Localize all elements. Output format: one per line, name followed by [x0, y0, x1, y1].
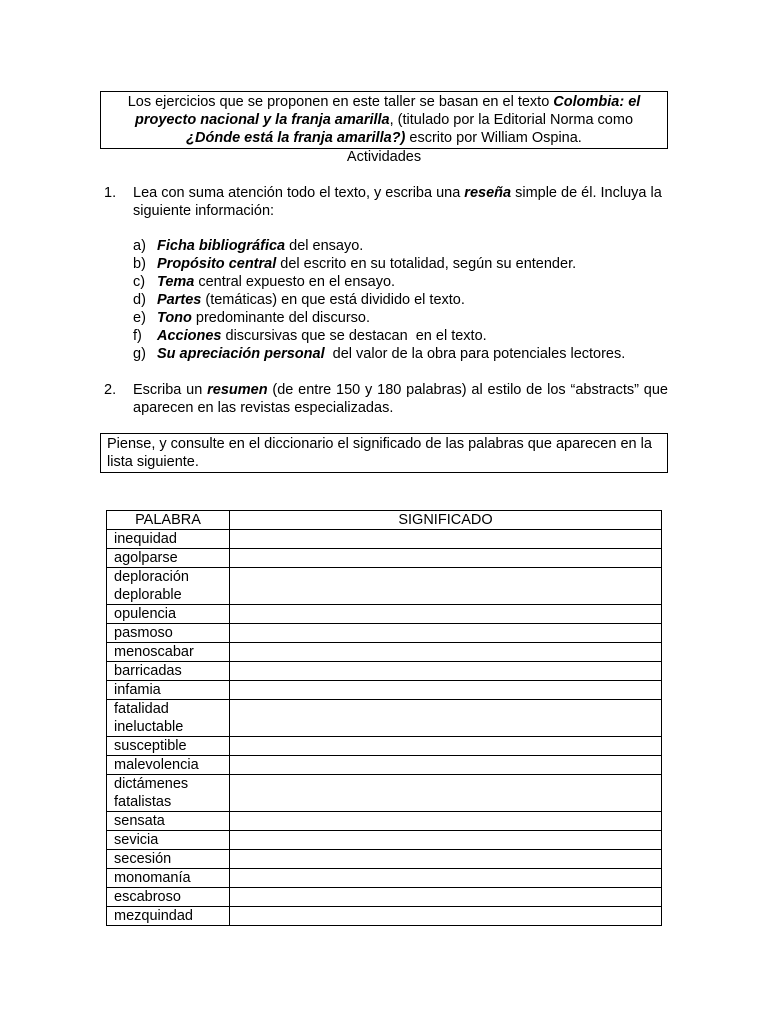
word-cell: [107, 907, 230, 926]
word-text: deplorable: [114, 587, 182, 603]
list-item-letter: a): [133, 238, 146, 254]
meaning-cell[interactable]: [230, 643, 662, 662]
meaning-cell[interactable]: [230, 775, 662, 812]
meaning-cell[interactable]: [230, 737, 662, 756]
table-row: [107, 756, 662, 775]
list-item-keyword: Tono: [157, 310, 192, 326]
word-cell: [107, 643, 230, 662]
list-item-keyword: Ficha bibliográfica: [157, 238, 286, 254]
question-2: [104, 381, 668, 417]
intro-text-before: Los ejercicios que se proponen en este taller se basan en el texto: [127, 94, 554, 110]
list-item-letter: g): [133, 346, 146, 362]
header-significado: SIGNIFICADO: [230, 511, 662, 530]
word-cell: [107, 812, 230, 831]
word-text: escabroso: [114, 889, 181, 905]
list-item: [133, 291, 668, 309]
question-1-text-before: Lea con suma atención todo el texto, y escriba una: [133, 185, 465, 201]
word-text: secesión: [114, 851, 172, 867]
word-text: sensata: [114, 813, 165, 829]
table-row: [107, 812, 662, 831]
list-item-keyword: Acciones: [157, 328, 222, 344]
list-item-text: central expuesto en el ensayo.: [194, 274, 396, 290]
table-row: [107, 737, 662, 756]
meaning-cell[interactable]: [230, 624, 662, 643]
table-row: [107, 888, 662, 907]
list-item-text: del ensayo.: [285, 238, 364, 254]
list-item-letter: f): [133, 328, 142, 344]
word-cell: [107, 605, 230, 624]
table-row: [107, 568, 662, 605]
question-1-subitems: [133, 237, 668, 363]
list-item: [133, 273, 668, 291]
word-cell: [107, 831, 230, 850]
word-text: fatalistas: [114, 794, 172, 810]
meaning-cell[interactable]: [230, 605, 662, 624]
meaning-cell[interactable]: [230, 681, 662, 700]
word-text: pasmoso: [114, 625, 173, 641]
intro-box: [100, 91, 668, 149]
table-row: [107, 549, 662, 568]
header-palabra: PALABRA: [107, 511, 230, 530]
table-row: [107, 775, 662, 812]
question-2-text-before: Escriba un: [133, 382, 208, 398]
word-cell: [107, 624, 230, 643]
word-text: opulencia: [114, 606, 177, 622]
table-row: [107, 850, 662, 869]
word-text: agolparse: [114, 550, 178, 566]
list-item-letter: b): [133, 256, 146, 272]
meaning-cell[interactable]: [230, 907, 662, 926]
question-1-keyword: reseña: [464, 185, 512, 201]
list-item-letter: c): [133, 274, 146, 290]
question-1-text: [133, 184, 668, 220]
alternate-title: ¿Dónde está la franja amarilla?): [186, 130, 406, 146]
list-item: [133, 327, 668, 345]
word-text: monomanía: [114, 870, 191, 886]
vocabulary-table: [106, 510, 662, 926]
list-item: [133, 237, 668, 255]
list-item-keyword: Partes: [157, 292, 202, 308]
meaning-cell[interactable]: [230, 812, 662, 831]
word-cell: [107, 681, 230, 700]
word-cell: [107, 850, 230, 869]
table-row: [107, 643, 662, 662]
word-text: menoscabar: [114, 644, 194, 660]
word-text: inequidad: [114, 531, 177, 547]
table-row: [107, 700, 662, 737]
table-row: [107, 907, 662, 926]
word-text: susceptible: [114, 738, 187, 754]
instruction-box: Piense, y consulte en el diccionario el significado de las palabras que aparecen en la lista siguiente.: [100, 433, 668, 473]
word-cell: [107, 662, 230, 681]
list-item-text: (temáticas) en que está dividido el texto.: [201, 292, 465, 308]
intro-text-after: escrito por William Ospina.: [405, 130, 582, 146]
question-2-keyword: resumen: [207, 382, 268, 398]
word-cell: [107, 756, 230, 775]
word-cell: [107, 549, 230, 568]
list-item-keyword: Propósito central: [157, 256, 277, 272]
word-cell: [107, 737, 230, 756]
list-item-keyword: Su apreciación personal: [157, 346, 325, 362]
table-row: [107, 831, 662, 850]
word-text: malevolencia: [114, 757, 199, 773]
table-row: [107, 530, 662, 549]
list-item-text: del valor de la obra para potenciales lectores.: [324, 346, 626, 362]
word-text: deploración: [114, 569, 189, 585]
table-header-row: [107, 511, 662, 530]
list-item-text: predominante del discurso.: [191, 310, 371, 326]
list-item-letter: d): [133, 292, 146, 308]
word-cell: [107, 869, 230, 888]
meaning-cell[interactable]: [230, 831, 662, 850]
table-row: [107, 624, 662, 643]
question-2-number: 2.: [104, 382, 117, 398]
word-text: ineluctable: [114, 719, 184, 735]
table-row: [107, 662, 662, 681]
list-item: [133, 255, 668, 273]
table-body: [107, 530, 662, 926]
question-1-text-after: simple de él. Incluya la siguiente información:: [133, 185, 662, 219]
word-cell: [107, 775, 230, 812]
table-row: [107, 605, 662, 624]
essay-title: Colombia: el proyecto nacional y la franja amarilla: [134, 94, 641, 128]
meaning-cell[interactable]: [230, 662, 662, 681]
question-2-text-after: (de entre 150 y 180 palabras) al estilo de los “abstracts” que aparecen en las revistas especializadas.: [133, 382, 668, 416]
word-text: barricadas: [114, 663, 182, 679]
word-cell: [107, 888, 230, 907]
list-item-text: discursivas que se destacan en el texto.: [221, 328, 487, 344]
intro-text-mid: , (titulado por la Editorial Norma como: [389, 112, 634, 128]
meaning-cell[interactable]: [230, 850, 662, 869]
table-row: [107, 681, 662, 700]
table-row: [107, 869, 662, 888]
list-item-text: del escrito en su totalidad, según su entender.: [276, 256, 577, 272]
meaning-cell[interactable]: [230, 568, 662, 605]
word-text: infamia: [114, 682, 161, 698]
question-1-number: 1.: [104, 185, 117, 201]
word-text: fatalidad: [114, 701, 169, 717]
word-cell: [107, 568, 230, 605]
list-item: [133, 309, 668, 327]
word-text: dictámenes: [114, 776, 189, 792]
list-item-keyword: Tema: [157, 274, 195, 290]
word-cell: [107, 700, 230, 737]
meaning-cell[interactable]: [230, 530, 662, 549]
meaning-cell[interactable]: [230, 549, 662, 568]
word-cell: [107, 530, 230, 549]
question-2-text: [133, 381, 668, 417]
meaning-cell[interactable]: [230, 756, 662, 775]
meaning-cell[interactable]: [230, 869, 662, 888]
question-1: [104, 184, 668, 220]
word-text: mezquindad: [114, 908, 193, 924]
list-item: [133, 345, 668, 363]
section-heading: Actividades: [346, 149, 422, 165]
meaning-cell[interactable]: [230, 700, 662, 737]
meaning-cell[interactable]: [230, 888, 662, 907]
word-text: sevicia: [114, 832, 159, 848]
list-item-letter: e): [133, 310, 146, 326]
